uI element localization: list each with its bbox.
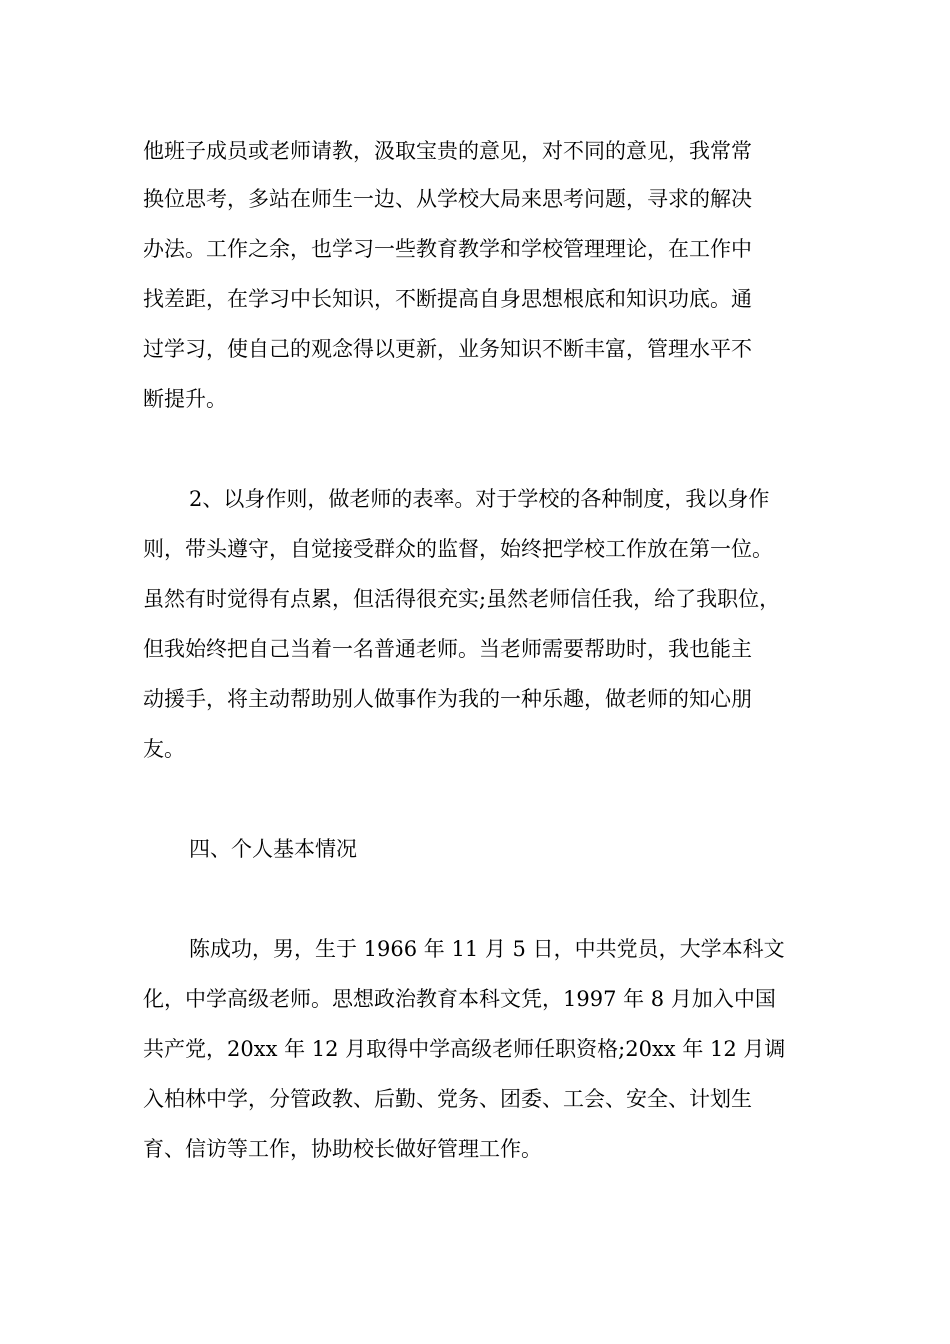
paragraph-3-line-5: 育、信访等工作，协助校长做好管理工作。 xyxy=(143,1137,542,1161)
paragraph-2-line-4: 但我始终把自己当着一名普通老师。当老师需要帮助时，我也能主 xyxy=(143,637,752,661)
section-heading: 四、个人基本情况 xyxy=(189,837,357,861)
paragraph-2-line-5: 动援手，将主动帮助别人做事作为我的一种乐趣，做老师的知心朋 xyxy=(143,687,752,711)
paragraph-1-line-3: 办法。工作之余，也学习一些教育教学和学校管理理论，在工作中 xyxy=(143,237,752,261)
paragraph-1-line-2: 换位思考，多站在师生一边、从学校大局来思考问题，寻求的解决 xyxy=(143,187,752,211)
paragraph-3-line-1: 陈成功，男，生于 1966 年 11 月 5 日，中共党员，大学本科文 xyxy=(189,937,785,961)
paragraph-1-line-6: 断提升。 xyxy=(143,387,227,411)
paragraph-2-line-3: 虽然有时觉得有点累，但活得很充实;虽然老师信任我，给了我职位， xyxy=(143,587,781,611)
paragraph-3-line-2: 化，中学高级老师。思想政治教育本科文凭，1997 年 8 月加入中国 xyxy=(143,987,776,1011)
paragraph-1-line-5: 过学习，使自己的观念得以更新，业务知识不断丰富，管理水平不 xyxy=(143,337,752,361)
paragraph-3-line-3: 共产党，20xx 年 12 月取得中学高级老师任职资格;20xx 年 12 月调 xyxy=(143,1037,786,1061)
paragraph-1-line-1: 他班子成员或老师请教，汲取宝贵的意见，对不同的意见，我常常 xyxy=(143,139,752,163)
paragraph-2-line-2: 则，带头遵守，自觉接受群众的监督，始终把学校工作放在第一位。 xyxy=(143,537,773,561)
paragraph-1-line-4: 找差距，在学习中长知识，不断提高自身思想根底和知识功底。通 xyxy=(143,287,752,311)
paragraph-3-line-4: 入柏林中学，分管政教、后勤、党务、团委、工会、安全、计划生 xyxy=(143,1087,752,1111)
paragraph-2-line-1: 2、以身作则，做老师的表率。对于学校的各种制度，我以身作 xyxy=(189,487,770,511)
paragraph-2-line-6: 友。 xyxy=(143,737,185,761)
